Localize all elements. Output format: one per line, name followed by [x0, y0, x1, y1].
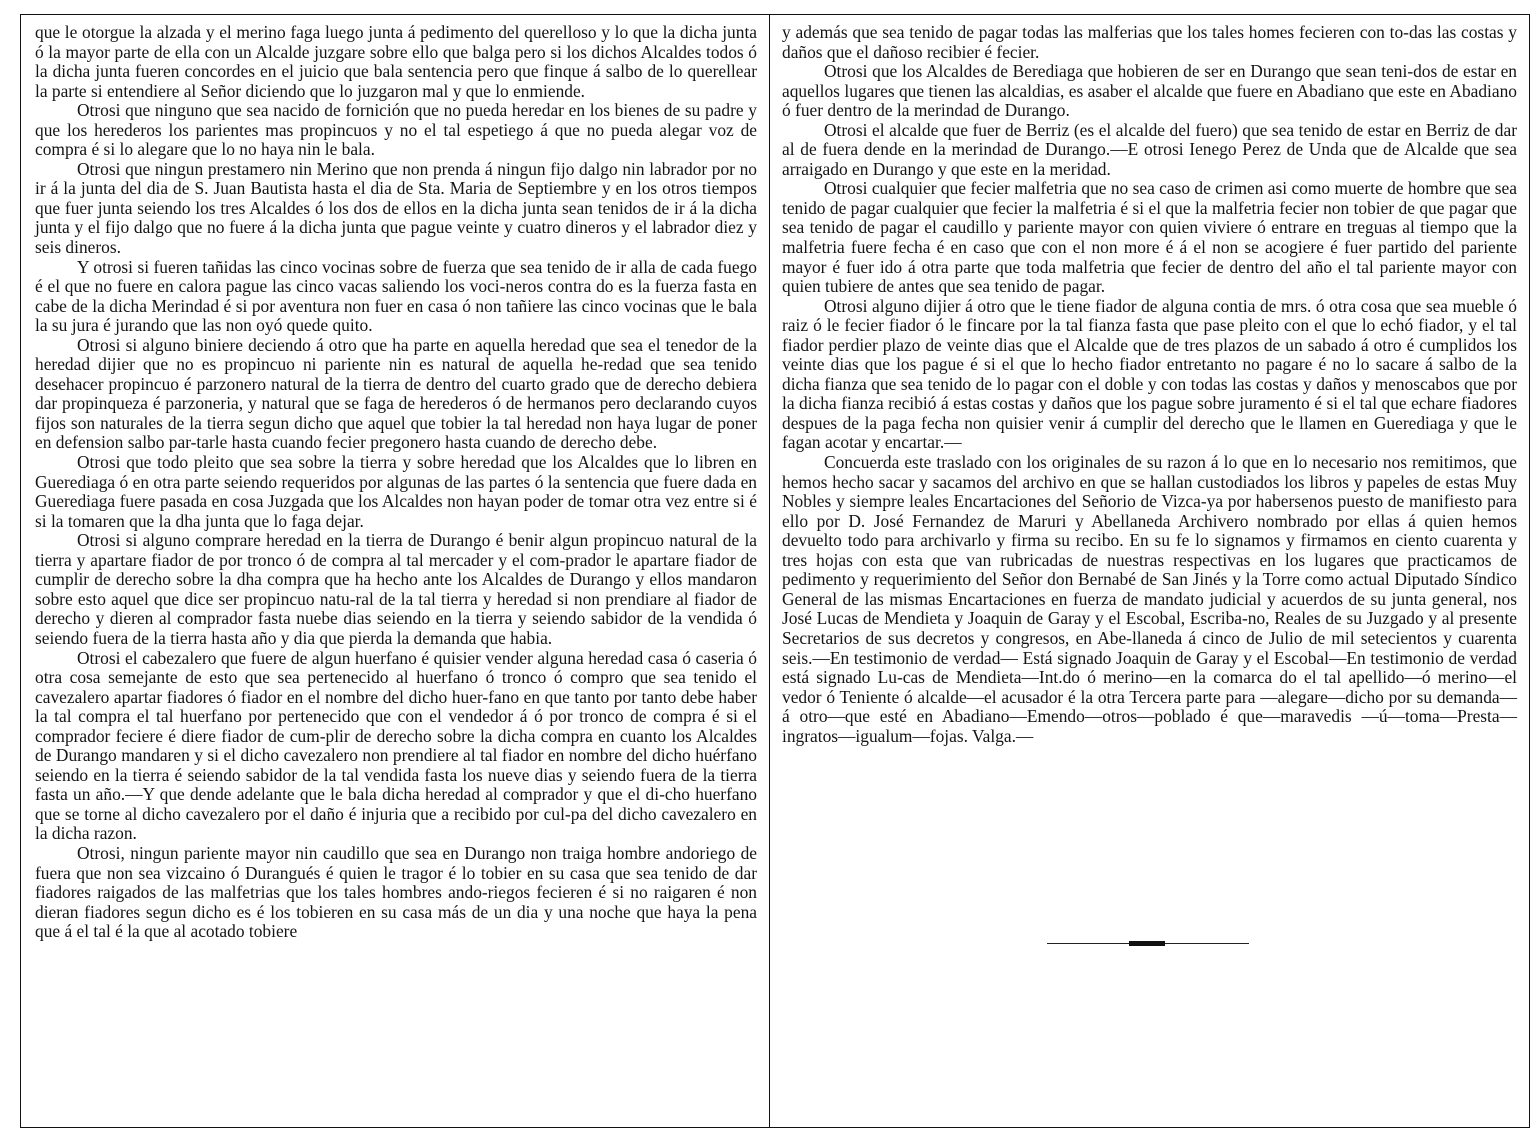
left-column [21, 15, 770, 1127]
paragraph: Otrosi que ningun prestamero nin Merino que non prenda á ningun fijo dalgo nin labrador por no ir á la junta del dia de S. Juan Bautista hasta el dia de Sta. Maria de Septiembre y en los otros tiempos que fuer junta seiendo los tres Alcaldes ó los dos de ellos en la dicha junta sean tenidos de ir á la dicha junta y el fijo dalgo que no fuere á la dicha junta que pague veinte y cuatro dineros y el labrador diez y seis dineros. [35, 158, 757, 258]
paragraph: Otrosi que los Alcaldes de Berediaga que hobieren de ser en Durango que sean teni-dos de estar en aquellos lugares que tienen las alcaldias, es asaber el alcalde que fuere en Abadiano que este en Abadiano ó fuer dentro de la merindad de Durango. [782, 61, 1517, 121]
paragraph: Otrosi alguno dijier á otro que le tiene fiador de alguna contia de mrs. ó otra cosa que sea mueble ó raiz ó le fecier fiador ó le fincare por la tal fianza fasta que pase pleito con el que lo echó fiador, y el tal fiador perdier plazo de veinte dias que el Alcalde que de tres plazos de un sabado á otro é cumplidos los veinte dias que los pague é si el que lo hecho fiador entretanto no pagare é no lo sacare á salbo de la dicha fianza que sea tenido de lo pagar con el doble y con todas las costas y daños y menoscabos que por la dicha fianza recibió á estas costas y daños que los pague sobre juramento é si el tal que echare fiadores despues de la paga fecha non quisier venir á cumplir del derecho que le llamen en Guerediaga y que le fagan acotar y encartar.— [782, 295, 1517, 453]
paragraph: Otrosi si alguno comprare heredad en la tierra de Durango é benir algun propincuo natural de la tierra y apartare fiador de por tronco ó de compra al tal mercader y el com-prador le apartare fiador de cumplir de derecho sobre la dha compra que ha hecho ante los Alcaldes de Durango y ellos mandaron sobre esto aquel que dice ser propincuo natu-ral de la tal tierra y heredad si non prendiare al fiador de derecho y dieren al comprador fasta nuebe dias seiendo en la tierra y seiendo sabidor de la vendida ó seiendo fuera de la tierra hasta año y dia que pierda la demanda que habia. [35, 530, 757, 648]
paragraph: Otrosi cualquier que fecier malfetria que no sea caso de crimen asi como muerte de hombre que sea tenido de pagar cualquier que fecier la malfetria é si el que la malfetria fecier non tobier de que pagar que sea tenido de pagar el caudillo y pariente mayor con quien viviere ó entrare en treguas al tiempo que la malfetria fuere fecha é en caso que con el non more é á el non se acogiere é fuer partido del pariente mayor é fuer ido á otra parte que toda malfetria que fecier de dentro del año el tal pariente mayor con quien tubiere de antes que sea tenido de pagar. [782, 178, 1517, 297]
right-column [770, 15, 1529, 1127]
paragraph: y además que sea tenido de pagar todas las malferias que los tales homes fecieren con to-das las costas y daños que el dañoso recibier é fecier. [782, 22, 1517, 62]
paragraph: Y otrosi si fueren tañidas las cinco vocinas sobre de fuerza que sea tenido de ir alla de cada fuego é el que no fuere en calora pague las cinco vacas saliendo los voci-neros contra do es la fuerza fasta en cabe de la dicha Merindad é si por aventura non fuer en casa ó non tañiere las cinco vocinas que le bala la su jura é jurando que las non oyó quede quito. [35, 256, 757, 336]
certification-paragraph: Concuerda este traslado con los originales de su razon á lo que en lo necesario nos remitimos, que hemos hecho sacar y sacamos del archivo en que se hallan custodiados los libros y papeles de estas Muy Nobles y siempre leales Encartaciones del Señorio de Vizca-ya por habersenos puesto de manifiesto para ello por D. José Fernandez de Maruri y Abellaneda Archivero nombrado por ellas á quien hemos devuelto todo para archivarlo y firma su recibo. En su fe lo signamos y firmamos en ciento cuarenta y tres hojas con esta que van rubricadas de nuestras respectivas en los lugares que practicamos de pedimento y requerimiento del Señor don Bernabé de San Jinés y la Torre como actual Diputado Síndico General de las mismas Encartaciones en fuerza de mandato judicial y acuerdos de su junta general, nos José Lucas de Mendieta y Joaquin de Garay y el Escobal, Escriba-no, Reales de su Juzgado y al presente Secretarios de sus decretos y congresos, en Abe-llaneda á cinco de Julio de mil setecientos y cuarenta seis.—En testimonio de verdad— Está signado Joaquin de Garay y el Escobal—En testimonio de verdad está signado Lu-cas de Mendieta—Int.do ó merino—en la comarca do el tal apellido—ó merino—el vedor ó Teniente ó alcalde—el acusador é la otra Tercera parte para —alegare—dicho por su demanda—á otro—que esté en Abadiano—Emendo—otros—poblado é que—maravedis —ú—toma—Presta—ingratos—igualum—fojas. Valga.— [782, 452, 1517, 746]
rule-center-bar [1129, 941, 1165, 946]
paragraph: Otrosi que todo pleito que sea sobre la tierra y sobre heredad que los Alcaldes que lo libren en Guerediaga ó en otra parte seiendo requeridos por algunas de las partes ó la sentencia que fuere dada en Guerediaga fuere pasada en cosa Juzgada que los Alcaldes non hayan poder de tomar otra vez entre si é si la tomaren que la dha junta que lo faga dejar. [35, 452, 757, 531]
paragraph: Otrosi que ninguno que sea nacido de fornición que no pueda heredar en los bienes de su padre y que los herederos los parientes mas propincuos y no el tal espetiego á que no pueda alegar voz de compra é si lo alegare que lo no haya nin le bala. [35, 100, 757, 160]
paragraph: Otrosi, ningun pariente mayor nin caudillo que sea en Durango non traiga hombre andoriego de fuera que non sea vizcaino ó Durangués é quien le tragor é lo tobier en su casa que sea tenido de dar fiadores raigados de las malfetrias que los tales hombres ando-riegos fecieren é si no raigaren é non dieran fiadores segun dicho es é los tobieren en su casa más de un dia y una noche que haya la pena que á el tal é la que al acotado tobiere [35, 842, 757, 942]
decorative-rule [1047, 940, 1249, 948]
paragraph: que le otorgue la alzada y el merino faga luego junta á pedimento del querelloso y lo que la dicha junta ó la mayor parte de ella con un Alcalde juzgare sobre ello que balga pero si los dichos Alcaldes todos ó la dicha junta fueren concordes en el juicio que bala sentencia pero que finque á salbo de lo querellear la parte si entendiere al Señor diciendo que lo juzgaron mal y que lo enmiende. [35, 22, 757, 101]
paragraph: Otrosi si alguno biniere deciendo á otro que ha parte en aquella heredad que sea el tenedor de la heredad dijier que no es propincuo ni pariente nin es natural de aquella he-redad que sea tenido desehacer propincuo é parzonero natural de la tierra de dentro del cuarto grado que de derecho debiera dar propinqueza é parzoneria, y natural que se faga de herederos ó de hermanos pero declarando cuyos fijos son naturales de la tierra segun dicho que aquel que tobier la tal heredad non haya lugar de poner en defension salbo par-tarle hasta cuando fecier pregonero hasta cuando de derecho debe. [35, 334, 757, 453]
document-page [20, 14, 1530, 1128]
paragraph: Otrosi el alcalde que fuer de Berriz (es el alcalde del fuero) que sea tenido de estar en Berriz de dar al de fuera dende en la merindad de Durango.—E otrosi Ienego Perez de Unda que de Alcalde que sea arraigado en Durango y que este en la meridad. [782, 119, 1517, 179]
paragraph: Otrosi el cabezalero que fuere de algun huerfano é quisier vender alguna heredad casa ó caseria ó otra cosa semejante de esto que sea pertenecido al huerfano ó tronco ó compro que sea tenido el cavezalero apartar fiadores ó fiador en el nombre del dicho huer-fano en que tanto por tanto debe haber la tal compra el tal huerfano por pertenecido que con el vendedor á ó por tronco de compra é si el comprador feciere é diere fiador de cum-plir de derecho sobre la dicha compra en cuanto los Alcaldes de Durango mandaren y si el dicho cavezalero non prendiere al tal fiador en nombre del dicho huérfano seiendo en la tierra é seiendo sabidor de la tal vendida fasta los nueve dias y seiendo fuera de la tierra fasta un año.—Y que dende adelante que le bala dicha heredad al comprador y que el di-cho huerfano que se torne al dicho cavezalero por el daño é injuria que a recibido por cul-pa del dicho cavezalero en la dicha razon. [35, 647, 757, 844]
